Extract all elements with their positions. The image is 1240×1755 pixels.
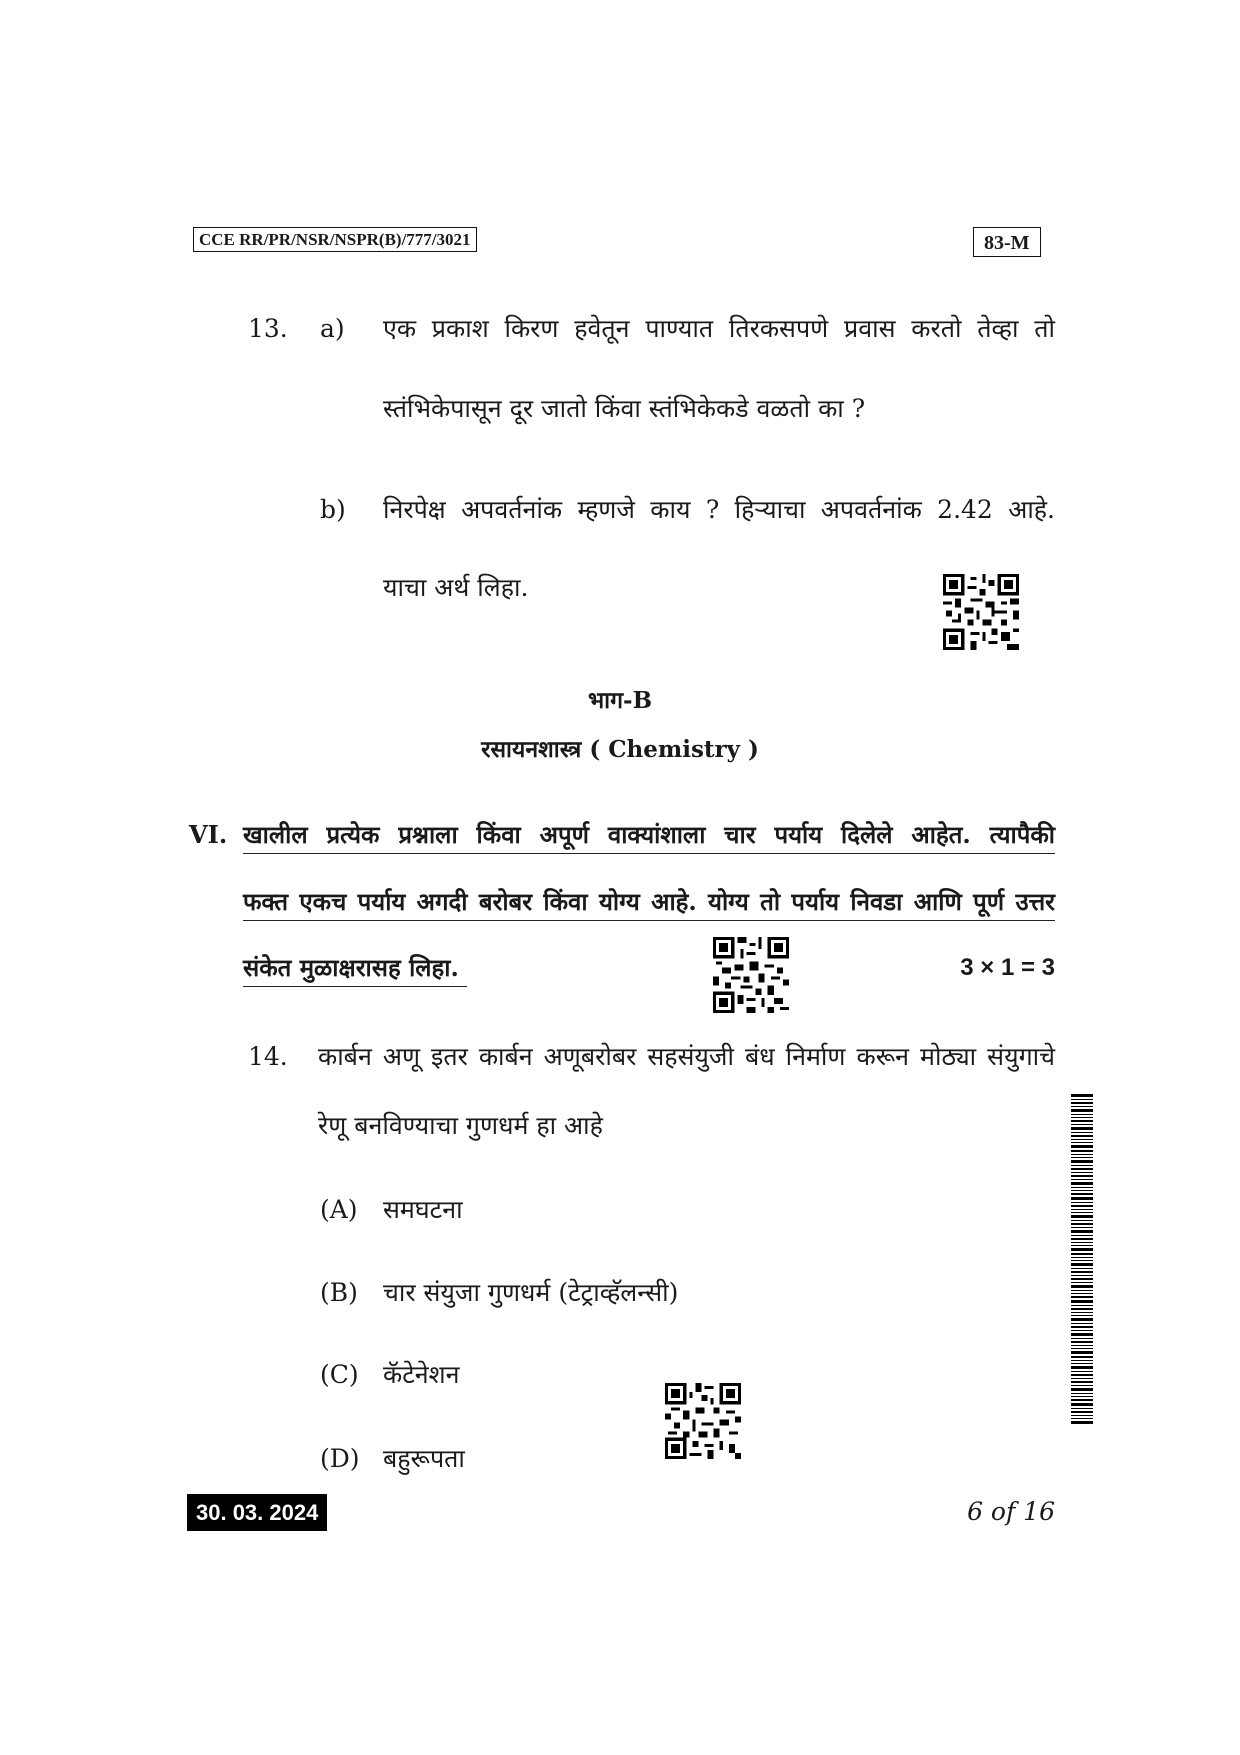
section-part-heading: भाग-B — [587, 687, 653, 714]
question-13b-line-2: याचा अर्थ लिहा. — [383, 573, 529, 602]
instruction-line-1: खालील प्रत्येक प्रश्नाला किंवा अपूर्ण वाक्यांशाला चार पर्याय दिलेले आहेत. त्यापैकी — [243, 820, 1055, 849]
question-13a-line-2: स्तंभिकेपासून दूर जातो किंवा स्तंभिकेकडे वळतो का ? — [383, 394, 866, 423]
instruction-line-2: फक्त एकच पर्याय अगदी बरोबर किंवा योग्य आहे. योग्य तो पर्याय निवडा आणि पूर्ण उत्तर — [243, 887, 1055, 916]
qr-code-3 — [665, 1383, 741, 1459]
instruction-line-3: संकेत मुळाक्षरासह लिहा. — [243, 953, 459, 982]
exam-date-badge: 30. 03. 2024 — [187, 1494, 327, 1531]
barcode-strip — [1071, 1094, 1093, 1424]
question-14-number: 14. — [248, 1042, 288, 1071]
qr-code-1 — [943, 574, 1019, 650]
marks-label: 3 × 1 = 3 — [960, 954, 1055, 981]
instruction-roman-number: VI. — [189, 820, 228, 849]
option-a-label: (A) — [320, 1195, 358, 1224]
question-13b-label: b) — [320, 495, 346, 524]
instruction-underline-1 — [243, 853, 1055, 854]
option-c-label: (C) — [320, 1360, 359, 1389]
option-a-text: समघटना — [383, 1195, 463, 1224]
instruction-underline-3 — [243, 986, 467, 987]
instruction-underline-2 — [243, 920, 1055, 921]
question-13-number: 13. — [248, 314, 288, 343]
option-d-text: बहुरूपता — [383, 1444, 465, 1473]
section-subject-heading: रसायनशास्त्र ( Chemistry ) — [481, 736, 759, 763]
option-d-label: (D) — [320, 1444, 360, 1473]
qr-code-2 — [713, 937, 789, 1013]
question-13a-label: a) — [320, 314, 345, 343]
paper-number-badge: 83-M — [973, 227, 1041, 257]
option-b-text: चार संयुजा गुणधर्म (टेट्राव्हॅलन्सी) — [383, 1278, 679, 1307]
question-14-line-2: रेणू बनविण्याचा गुणधर्म हा आहे — [318, 1111, 603, 1140]
paper-code-label: CCE RR/PR/NSR/NSPR(B)/777/3021 — [193, 227, 477, 252]
question-13a-line-1: एक प्रकाश किरण हवेतून पाण्यात तिरकसपणे प्रवास करतो तेव्हा तो — [383, 314, 1055, 343]
question-13b-line-1: निरपेक्ष अपवर्तनांक म्हणजे काय ? हिऱ्याचा अपवर्तनांक 2.42 आहे. — [383, 495, 1055, 524]
option-b-label: (B) — [320, 1278, 358, 1307]
question-14-line-1: कार्बन अणू इतर कार्बन अणूबरोबर सहसंयुजी बंध निर्माण करून मोठ्या संयुगाचे — [318, 1042, 1055, 1071]
page-number: 6 of 16 — [967, 1497, 1055, 1526]
option-c-text: कॅटेनेशन — [383, 1360, 460, 1389]
